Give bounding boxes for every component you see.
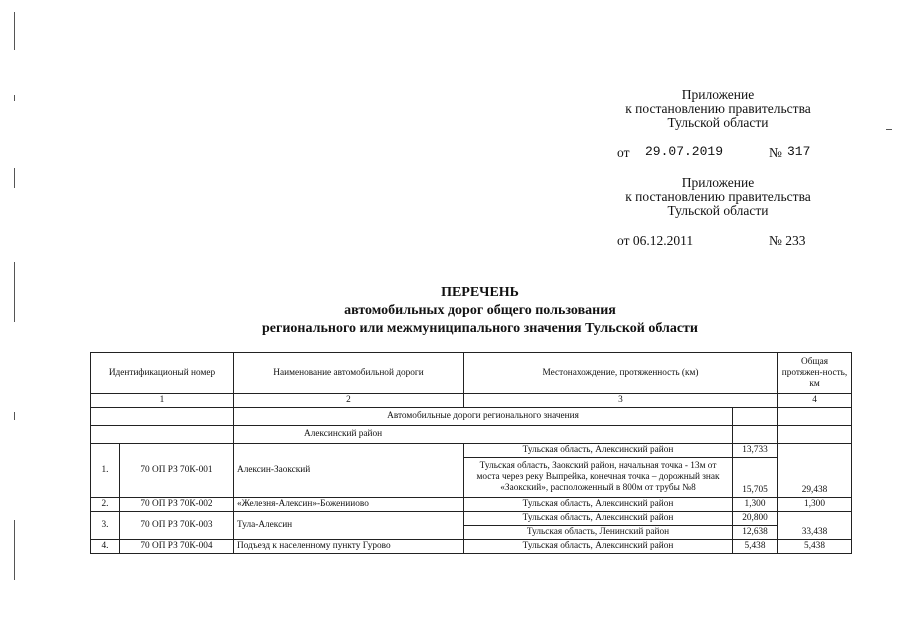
road-total: 5,438	[778, 540, 852, 554]
from-label: от	[617, 145, 630, 160]
appendix-block-old	[588, 176, 848, 218]
column-number: 2	[234, 394, 464, 408]
row-number: 4.	[91, 540, 120, 554]
road-name: Подъезд к населенному пункту Гурово	[234, 540, 464, 554]
segment-location: Тульская область, Ленинский район	[464, 526, 733, 540]
appendix-block-new	[588, 88, 848, 130]
table-row	[91, 498, 852, 512]
scan-speck	[14, 412, 15, 420]
district-heading: Алексинский район	[234, 426, 733, 444]
segment-length: 1,300	[733, 498, 778, 512]
scan-speck	[14, 520, 15, 580]
table-row	[91, 540, 852, 554]
segment-length: 20,800	[733, 512, 778, 526]
appendix-line: Приложение	[681, 175, 755, 190]
segment-length: 13,733	[733, 444, 778, 458]
decree-date: от 06.12.2011	[617, 233, 694, 248]
road-name: Алексин-Заокский	[234, 444, 464, 498]
road-total: 33,438	[778, 512, 852, 540]
appendix-line: Приложение	[681, 87, 755, 102]
empty-cell	[733, 426, 778, 444]
road-id: 70 ОП РЗ 70К-001	[120, 444, 234, 498]
empty-cell	[91, 408, 234, 426]
segment-location: Тульская область, Заокский район, начальная точка - 13м от моста через реку Выпрейка, конечная точка – дорожный знак «Заокский», расположенный в 800м от трубы №8	[464, 458, 733, 498]
section-row	[91, 408, 852, 426]
table-row	[91, 444, 852, 458]
decree-number: № 233	[769, 233, 806, 248]
road-name: Тула-Алексин	[234, 512, 464, 540]
title-line-1: ПЕРЕЧЕНЬ	[441, 285, 519, 300]
segment-location: Тульская область, Алексинский район	[464, 512, 733, 526]
row-number: 2.	[91, 498, 120, 512]
road-id: 70 ОП РЗ 70К-004	[120, 540, 234, 554]
appendix-date-row-old	[617, 233, 827, 251]
row-number: 3.	[91, 512, 120, 540]
document-title	[180, 284, 780, 338]
segment-length: 12,638	[733, 526, 778, 540]
scan-speck	[14, 12, 15, 50]
road-total: 29,438	[778, 444, 852, 498]
road-name: «Железня-Алексин»-Боженииово	[234, 498, 464, 512]
scan-speck	[14, 95, 15, 101]
appendix-line: к постановлению правительства	[625, 101, 811, 116]
empty-cell	[778, 426, 852, 444]
segment-length: 5,438	[733, 540, 778, 554]
scan-speck	[14, 262, 15, 322]
appendix-line: Тульской области	[667, 203, 769, 218]
appendix-line: к постановлению правительства	[625, 189, 811, 204]
table-row	[91, 512, 852, 526]
segment-length: 15,705	[733, 458, 778, 498]
empty-cell	[733, 408, 778, 426]
empty-cell	[778, 408, 852, 426]
roads-table	[90, 352, 852, 554]
decree-date: 29.07.2019	[645, 144, 724, 159]
header-total: Общая протяжен-ность, км	[778, 353, 852, 394]
column-number: 4	[778, 394, 852, 408]
scan-speck	[14, 168, 15, 188]
appendix-line: Тульской области	[667, 115, 769, 130]
column-number-row	[91, 394, 852, 408]
table-header-row	[91, 353, 852, 394]
row-number: 1.	[91, 444, 120, 498]
column-number: 3	[464, 394, 778, 408]
number-label: №	[769, 145, 782, 160]
segment-location: Тульская область, Алексинский район	[464, 444, 733, 458]
header-location: Местонахождение, протяженность (км)	[464, 353, 778, 394]
road-id: 70 ОП РЗ 70К-003	[120, 512, 234, 540]
empty-cell	[91, 426, 234, 444]
title-line-2: автомобильных дорог общего пользования	[344, 303, 616, 318]
decree-number: 317	[787, 144, 811, 159]
road-id: 70 ОП РЗ 70К-002	[120, 498, 234, 512]
title-line-3: регионального или межмуниципального значения Тульской области	[262, 321, 698, 336]
column-number: 1	[91, 394, 234, 408]
header-name: Наименование автомобильной дороги	[234, 353, 464, 394]
section-heading: Автомобильные дороги регионального значения	[234, 408, 733, 426]
appendix-date-row-new	[617, 144, 827, 162]
header-id: Идентификационый номер	[91, 353, 234, 394]
scan-speck	[886, 129, 892, 130]
road-total: 1,300	[778, 498, 852, 512]
segment-location: Тульская область, Алексинский район	[464, 498, 733, 512]
segment-location: Тульская область, Алексинский район	[464, 540, 733, 554]
district-row	[91, 426, 852, 444]
